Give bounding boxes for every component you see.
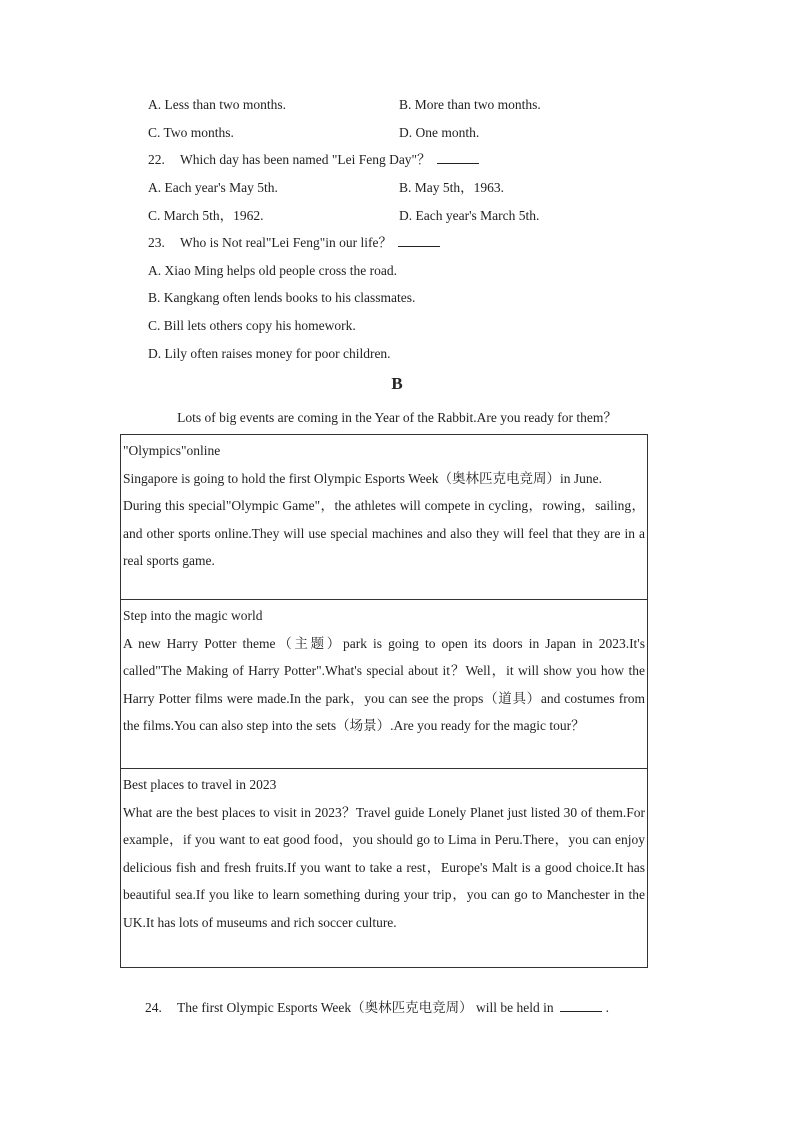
section-heading: B: [391, 374, 403, 393]
passage-olympics-para-2: During this special"Olympic Game"，the athletes will compete in cycling，rowing，sailing，and other sports online.They will use special machines and also they will feel that they are in a real sports game.: [123, 498, 645, 569]
q23-option-a: A. Xiao Ming helps old people cross the road.: [148, 263, 397, 278]
q23-stem: [148, 233, 440, 253]
q21-option-a: A. Less than two months.: [148, 97, 286, 112]
q24-end-punct: .: [605, 1000, 609, 1015]
q21-option-b: B. More than two months.: [399, 97, 541, 112]
passage-harry-potter-para: A new Harry Potter theme（主题）park is going to open its doors in Japan in 2023.It's called"The Making of Harry Potter".What's special about it？Well，it will show you how the Harry Potter films were made.In the park，you can see the props（道具）and costumes from the films.You can also step into the sets（场景）.Are you ready for the magic tour？: [123, 635, 645, 734]
q23-option-c: C. Bill lets others copy his homework.: [148, 318, 356, 333]
passage-travel-para: What are the best places to visit in 2023？Travel guide Lonely Planet just listed 30 of them.For example，if you want to eat good food，you should go to Lima in Peru.There，you can enjoy delicious fish and fresh fruits.If you want to take a rest，Europe's Malt is a good choice.It has beautiful sea.If you like to learn something during your trip，you can go to Manchester in the UK.It has lots of museums and rich soccer culture.: [123, 804, 645, 930]
q22-option-b: B. May 5th，1963.: [399, 180, 505, 195]
passage-harry-potter-title: Step into the magic world: [123, 608, 263, 623]
q23-number: 23.: [148, 235, 165, 250]
q23-option-d: D. Lily often raises money for poor children.: [148, 346, 391, 361]
q24-stem: [145, 996, 609, 1016]
section-intro: Lots of big events are coming in the Year of the Rabbit.Are you ready for them？: [177, 410, 617, 425]
q22-answer-blank[interactable]: [437, 151, 479, 164]
passage-olympics-title: "Olympics"online: [123, 443, 221, 458]
q24-text: The first Olympic Esports Week（奥林匹克电竞周） will be held in: [177, 1000, 554, 1015]
q22-number: 22.: [148, 152, 165, 167]
q23-text: Who is Not real"Lei Feng"in our life？: [180, 235, 392, 250]
passage-travel-title: Best places to travel in 2023: [123, 777, 277, 792]
q23-option-b: B. Kangkang often lends books to his classmates.: [148, 290, 416, 305]
passage-travel: [121, 769, 647, 967]
q22-option-d: D. Each year's March 5th.: [399, 208, 540, 223]
q21-option-c: C. Two months.: [148, 125, 234, 140]
q22-stem: [148, 150, 479, 170]
passage-olympics: [121, 435, 647, 600]
q24-number: 24.: [145, 1000, 162, 1015]
passage-olympics-para-1: Singapore is going to hold the first Olympic Esports Week（奥林匹克电竞周）in June.: [123, 470, 602, 486]
q22-option-c: C. March 5th，1962.: [148, 208, 264, 223]
q24-answer-blank[interactable]: [560, 999, 602, 1012]
q22-option-a: A. Each year's May 5th.: [148, 180, 278, 195]
q23-answer-blank[interactable]: [398, 234, 440, 247]
q22-text: Which day has been named "Lei Feng Day"？: [180, 152, 431, 167]
q21-option-d: D. One month.: [399, 125, 480, 140]
passage-harry-potter: [121, 600, 647, 769]
passage-table: [120, 434, 648, 968]
